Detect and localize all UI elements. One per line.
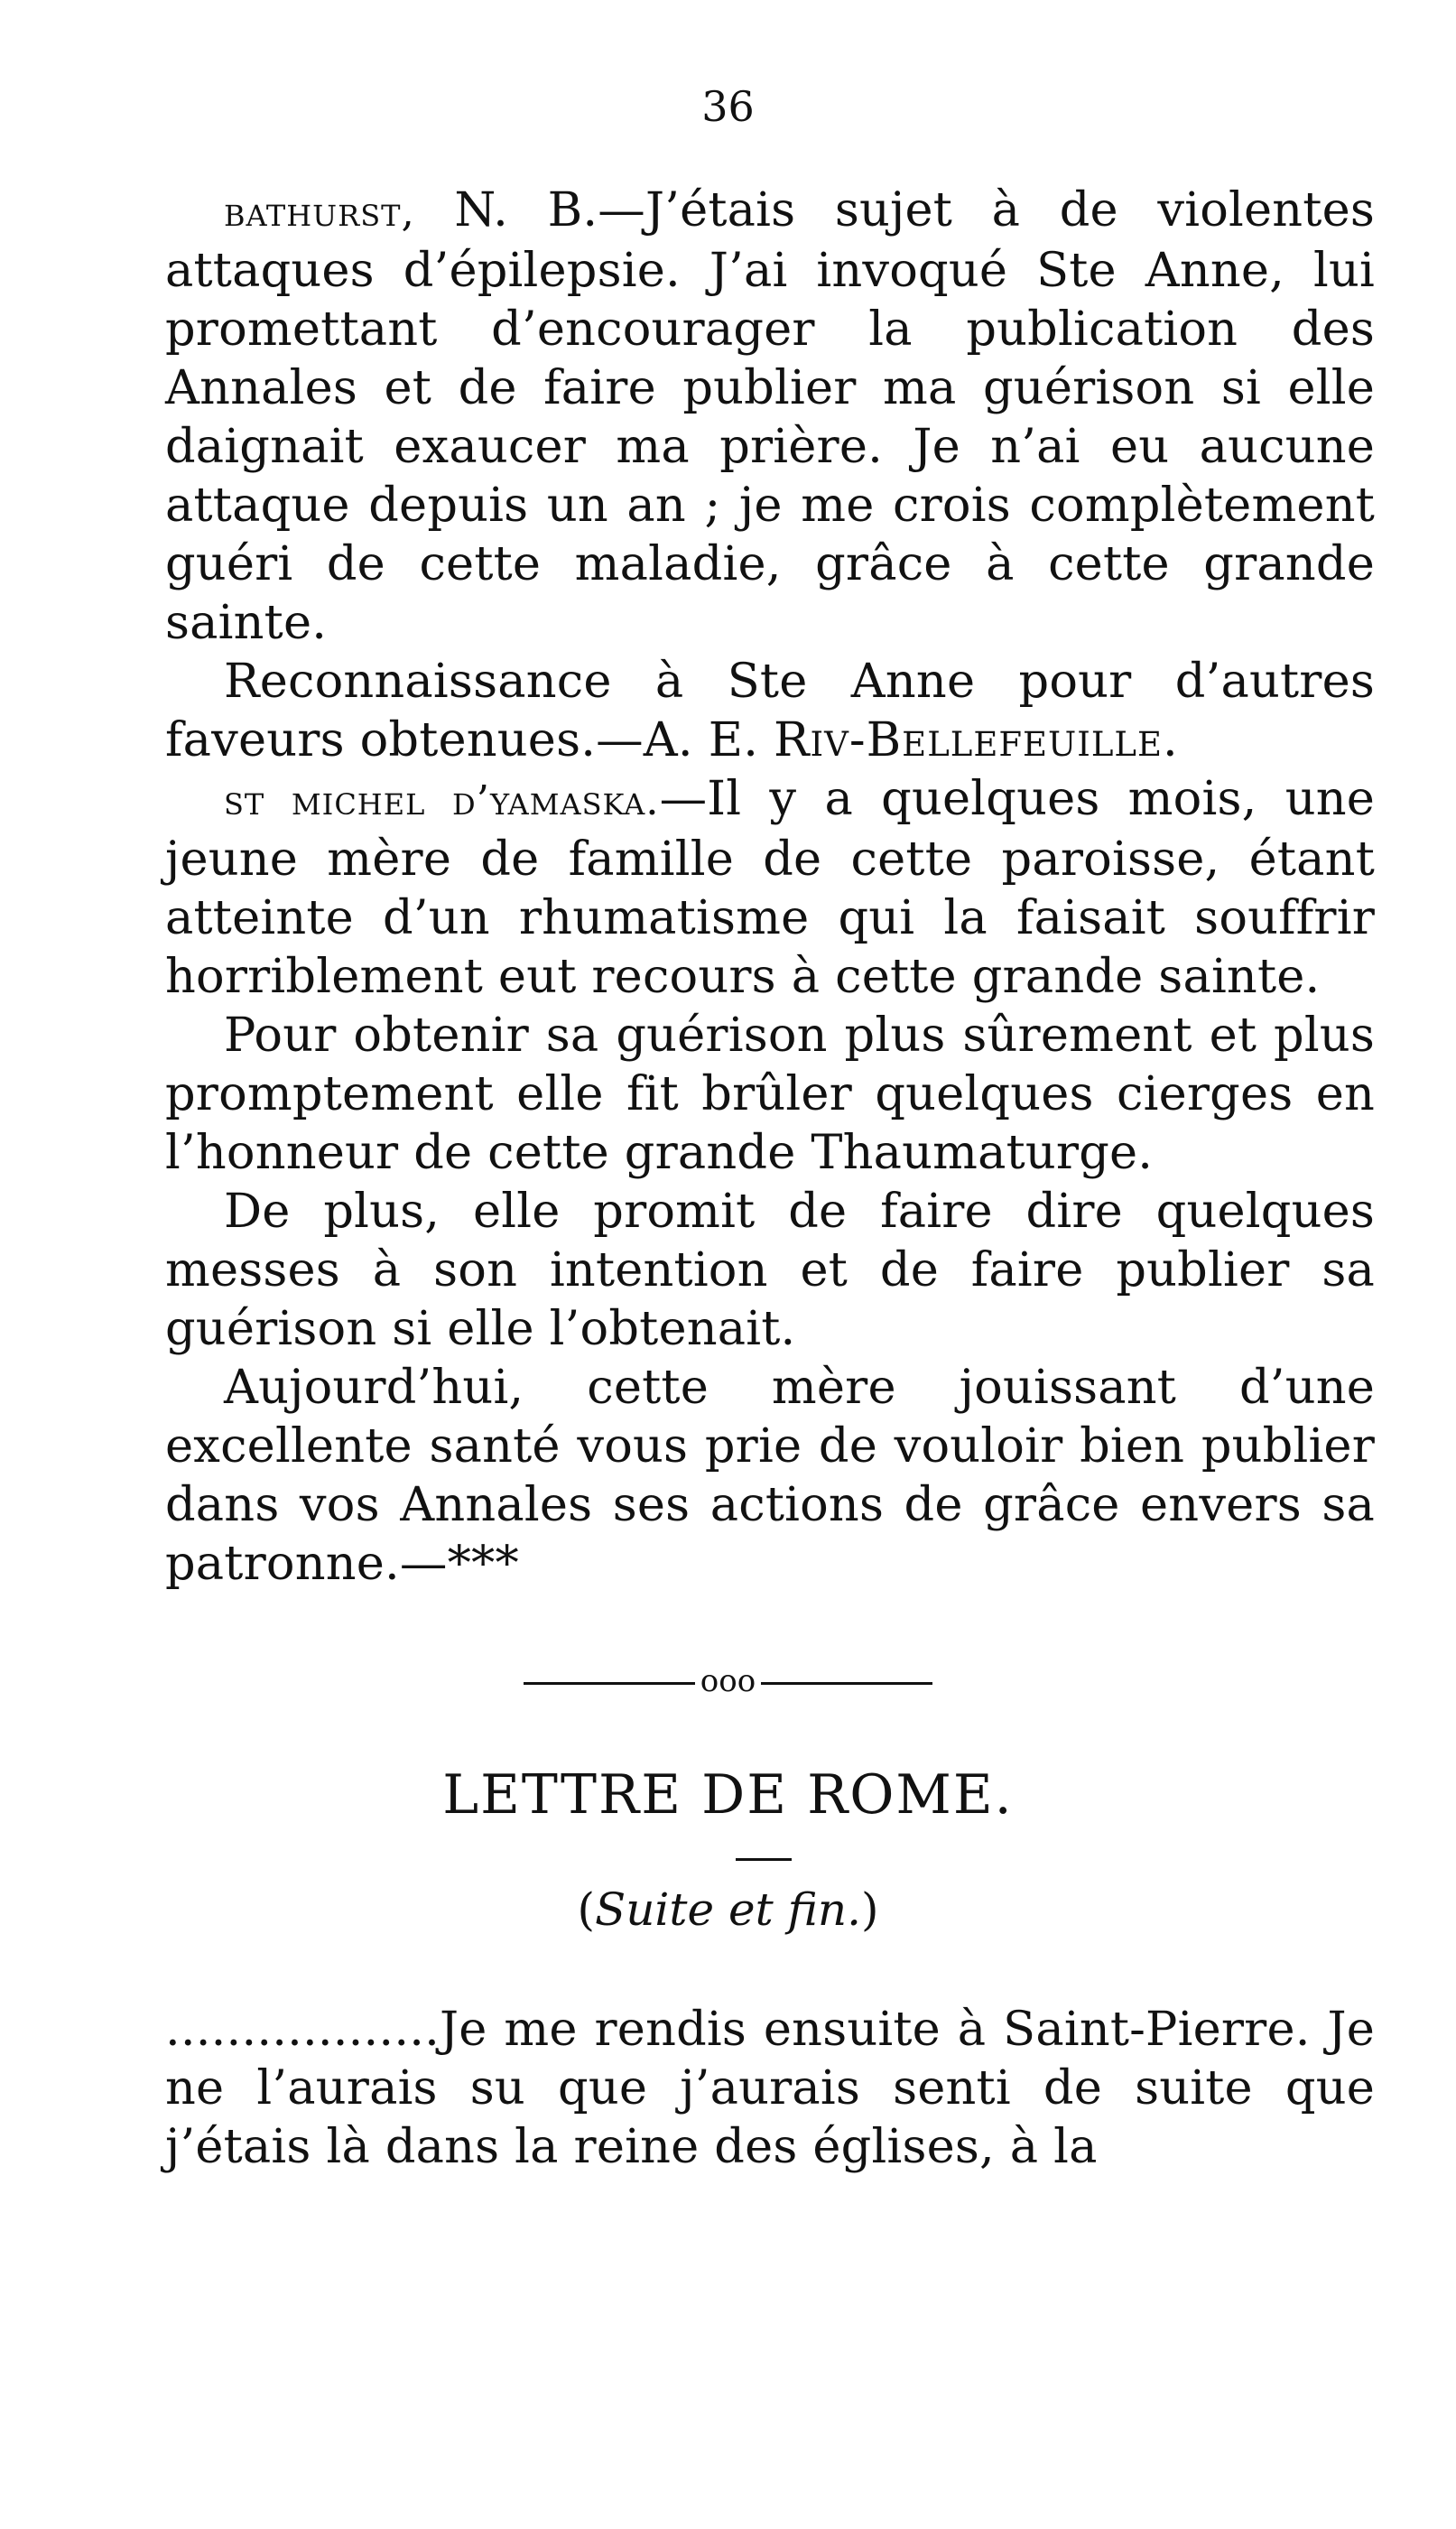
paragraph-de-plus: De plus, elle promit de faire dire quelques messes à son intention et de faire publier sa guérison si elle l’obtenait. xyxy=(165,1184,1375,1356)
testimonies-section xyxy=(165,181,1375,1593)
subtitle-close-paren: ) xyxy=(861,1883,879,1936)
paragraph-st-michel-text: —Il y a quelques mois, une jeune mère de famille de cette paroisse, étant atteinte d’un rhumatisme qui la faisait souffrir horriblement eut recours à cette grande sainte. xyxy=(165,771,1375,1004)
paragraph-st-michel xyxy=(165,769,1375,1006)
signature-riv-bellefeuille: Riv-Bellefeuille. xyxy=(774,712,1179,767)
letter-subtitle xyxy=(0,1881,1456,1939)
place-name-st-michel: st michel d’yamaska. xyxy=(224,776,660,824)
paragraph-bathurst xyxy=(165,181,1375,652)
paragraph-pour-obtenir: Pour obtenir sa guérison plus sûrement et plus promptement elle fit brûler quelques cierges en l’honneur de cette grande Thaumaturge. xyxy=(165,1008,1375,1180)
separator-text: ooo xyxy=(700,1663,756,1699)
paragraph-aujourdhui: Aujourd’hui, cette mère jouissant d’une excellente santé vous prie de vouloir bien publier dans vos Annales ses actions de grâce envers sa patronne.—*** xyxy=(165,1360,1375,1591)
place-name-bathurst: bathurst, xyxy=(224,188,415,236)
paragraph-reconnaissance xyxy=(165,652,1375,769)
subtitle-open-paren: ( xyxy=(577,1883,595,1936)
paragraph-reconnaissance-text: Reconnaissance à Ste Anne pour d’autres faveurs obtenues.—A. E. xyxy=(165,654,1375,767)
separator-rule-left xyxy=(524,1682,695,1685)
letter-body xyxy=(165,2000,1375,2176)
title-rule xyxy=(736,1858,792,1861)
page-number: 36 xyxy=(701,82,755,131)
subtitle-text: Suite et fin. xyxy=(594,1883,862,1936)
paragraph-letter-opening: ..................Je me rendis ensuite à Saint-Pierre. Je ne l’aurais su que j’aurais senti de suite que j’étais là dans la reine des églises, à la xyxy=(165,2002,1375,2174)
separator-rule-right xyxy=(761,1682,932,1685)
letter-title: LETTRE DE ROME. xyxy=(442,1763,1014,1827)
paragraph-bathurst-text: N. B.—J’étais sujet à de violentes attaques d’épilepsie. J’ai invoqué Ste Anne, lui promettant d’encourager la publication des Annales et de faire publier ma guérison si elle daignait exaucer ma prière. Je n’ai eu aucune attaque depuis un an ; je me crois complètement guéri de cette maladie, grâce à cette grande sainte. xyxy=(165,182,1375,650)
section-separator xyxy=(0,1661,1456,1701)
